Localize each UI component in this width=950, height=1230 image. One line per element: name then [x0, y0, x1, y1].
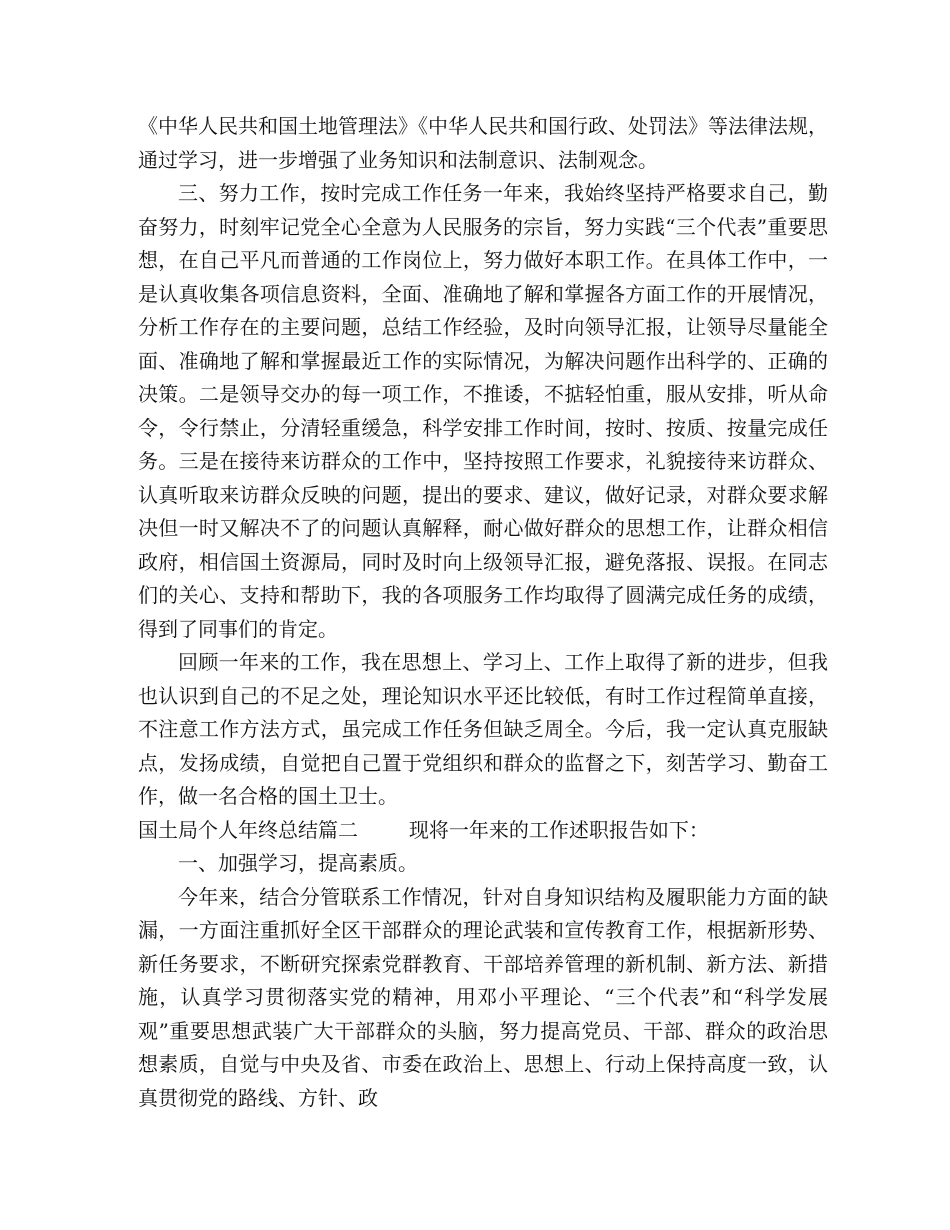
paragraph-work-duties: 三、努力工作，按时完成工作任务一年来，我始终坚持严格要求自己，勤奋努力，时刻牢记党全心全意为人民服务的宗旨，努力实践“三个代表”重要思想，在自己平凡而普通的工作岗位上，努力做好本职工作。在具体工作中，一是认真收集各项信息资料，全面、准确地了解和掌握各方面工作的开展情况，分析工作存在的主要问题，总结工作经验，及时向领导汇报，让领导尽量能全面、准确地了解和掌握最近工作的实际情况，为解决问题作出科学的、正确的决策。二是领导交办的每一项工作，不推诿，不掂轻怕重，服从安排，听从命令，令行禁止，分清轻重缓急，科学安排工作时间，按时、按质、按量完成任务。三是在接待来访群众的工作中，坚持按照工作要求，礼貌接待来访群众、认真听取来访群众反映的问题，提出的要求、建议，做好记录，对群众要求解决但一时又解决不了的问题认真解释，耐心做好群众的思想工作，让群众相信政府，相信国土资源局，同时及时向上级领导汇报，避免落报、误报。在同志们的关心、支持和帮助下，我的各项服务工作均取得了圆满完成任务的成绩，得到了同事们的肯定。: [138, 181, 828, 641]
section-heading: [138, 814, 828, 848]
paragraph-study-heading: 一、加强学习，提高素质。: [178, 851, 418, 875]
paragraph-continuation: 《中华人民共和国土地管理法》《中华人民共和国行政、处罚法》等法律法规，通过学习，进一步增强了业务知识和法制意识、法制观念。: [138, 114, 828, 172]
document-page: [138, 110, 828, 1115]
section-subtitle: 现将一年来的工作述职报告如下：: [408, 817, 709, 842]
section-title: 国土局个人年终总结篇二: [138, 817, 358, 842]
paragraph-review: 回顾一年来的工作，我在思想上、学习上、工作上取得了新的进步，但我也认识到自己的不足之处，理论知识水平还比较低，有时工作过程简单直接，不注意工作方法方式，虽完成工作任务但缺乏周全。今后，我一定认真克服缺点，发扬成绩，自觉把自己置于党组织和群众的监督之下，刻苦学习、勤奋工作，做一名合格的国土卫士。: [138, 650, 828, 808]
paragraph-study-body: 今年来，结合分管联系工作情况，针对自身知识结构及履职能力方面的缺漏，一方面注重抓好全区干部群众的理论武装和宣传教育工作，根据新形势、新任务要求，不断研究探索党群教育、干部培养管理的新机制、新方法、新措施，认真学习贯彻落实党的精神，用邓小平理论、“三个代表”和“科学发展观”重要思想武装广大干部群众的头脑，努力提高党员、干部、群众的政治思想素质，自觉与中央及省、市委在政治上、思想上、行动上保持高度一致，认真贯彻党的路线、方针、政: [138, 884, 828, 1110]
